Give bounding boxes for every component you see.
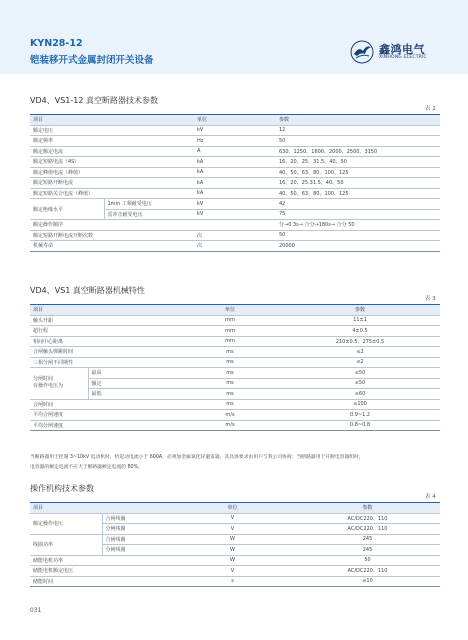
cell: 4±0.5 [280,326,440,337]
header-cell: 参数 [276,115,440,126]
cell: 最高 [88,368,180,379]
product-subtitle: 铠装移开式金属封闭开关设备 [30,55,154,66]
product-model: KYN28-12 [30,38,83,49]
table-row [30,178,440,189]
cell: 0.9~1.2 [280,410,440,421]
cell: ≤60 [280,389,440,400]
group-label-cell: 线圈功率 [30,534,102,555]
cell: 平均分闸速度 [30,420,180,431]
cell: 额定额定电流 [30,146,194,157]
cell: ms [180,399,280,410]
cell: 合闸触头弹跳时间 [30,347,180,358]
cell: 合闸线圈 [102,513,170,524]
cell: 额定 [88,378,180,389]
cell: 额定短路开断电流 [30,178,194,189]
table4-number: 表 4 [425,494,436,500]
table-row [30,368,440,379]
cell: 分闸线圈 [102,524,170,535]
cell: kA [194,167,276,178]
cell: ≤10 [295,576,440,587]
cell: 相间中心距离 [30,336,180,347]
cell: mm [180,315,280,326]
cell: 额定电压 [30,125,194,136]
table2-number: 表 2 [425,106,436,112]
cell: ≤50 [280,378,440,389]
table-row [30,378,440,389]
cell: AC/DC220、110 [295,524,440,535]
cell: ms [180,347,280,358]
cell: 储能时间 [30,576,170,587]
table-row [30,534,440,545]
cell: ms [180,378,280,389]
cell: W [170,534,295,545]
group-label-cell: 额定绝缘水平 [30,199,104,220]
cell: 平均合闸速度 [30,410,180,421]
cell: 40、50、63、80、100、125 [276,188,440,199]
table-header-row [30,115,440,126]
cell: kV [194,209,276,220]
table-row [30,146,440,157]
table-row [30,199,440,210]
table-row [30,389,440,400]
cell: 合闸线圈 [102,534,170,545]
cell: 额定短路电流（4S） [30,157,194,168]
table-row [30,167,440,178]
cell: 储能电机额定电压 [30,566,170,577]
table3 [30,304,440,431]
cell: V [170,513,295,524]
table-row [30,410,440,421]
note-line: 电容器的额定电流不应大于断路器额定电流的 80%。 [30,464,143,470]
cell: kA [194,188,276,199]
cell: 16、20、25、31.5、40、50 [276,157,440,168]
cell: 额定频率 [30,136,194,147]
header-cell: 参数 [295,503,440,514]
cell: A [194,146,276,157]
bird-logo-icon [350,40,374,64]
cell: ≤50 [280,368,440,379]
header-cell: 单位 [170,503,295,514]
cell: m/s [180,420,280,431]
table-row [30,125,440,136]
table-row [30,315,440,326]
cell: 分闸线圈 [102,545,170,556]
header-cell: 参数 [280,305,440,316]
group-label-cell [30,368,88,400]
cell: 210±0.5、275±0.5 [280,336,440,347]
table-row [30,566,440,577]
cell: 12 [276,125,440,136]
cell: 额定操作顺序 [30,220,194,231]
cell: 雷冲击耐受电压 [104,209,194,220]
cell: m/s [180,410,280,421]
cell: ≤100 [280,399,440,410]
cell: 40、50、63、80、100、125 [276,167,440,178]
cell: ≤2 [280,347,440,358]
cell: 630、1250、1600、2000、2500、3150 [276,146,440,157]
table-row [30,230,440,241]
cell: V [170,524,295,535]
cell: mm [180,326,280,337]
cell: 储能电机功率 [30,555,170,566]
group-label-line: 有操作电压为 [33,383,64,390]
cell: 75 [276,209,440,220]
table-row [30,420,440,431]
cell: 245 [295,534,440,545]
header-cell: 单位 [194,115,276,126]
cell: 超行程 [30,326,180,337]
cell: ≤2 [280,357,440,368]
brand-name-en: XINHONG ELECTRIC [379,55,427,60]
table-row [30,357,440,368]
cell: 16、20、25.31.5、40、50 [276,178,440,189]
page-number: 031 [30,607,42,614]
table-row [30,555,440,566]
table4 [30,502,440,587]
cell: ms [180,368,280,379]
cell: 42 [276,199,440,210]
table-row [30,347,440,358]
table-row [30,513,440,524]
cell: 20000 [276,241,440,252]
cell: W [170,545,295,556]
cell: AC/DC220、110 [295,513,440,524]
cell: s [170,576,295,587]
table-row [30,326,440,337]
cell: Hz [194,136,276,147]
table-row [30,336,440,347]
cell: 0.8~0.8 [280,420,440,431]
table2-title: VD4、VS1-12 真空断路器技术参数 [30,96,158,105]
cell: 三相分闸不同期性 [30,357,180,368]
note-line: 当断路器用于控制 3~10kV 电动机时，机起动电流小于 600A，必须加金属氧化锌避雷器，其具体要求由用户与我公司协商；当断路器用于开断电容器组时， [30,455,364,460]
cell: 额定短路开断电流开断次数 [30,230,194,241]
cell: 50 [276,230,440,241]
cell: 机械寿命 [30,241,194,252]
cell: W [170,555,295,566]
page-header [0,0,468,74]
table-header-row [30,305,440,316]
cell: AC/DC220、110 [295,566,440,577]
table2 [30,114,440,252]
group-label-line: 分闸时间 [33,376,54,383]
cell: 次 [194,230,276,241]
table4-title: 操作机构技术参数 [30,484,94,493]
cell: 最低 [88,389,180,400]
brand-name-cn: 鑫鸿电气 [379,43,425,56]
cell: 次 [194,241,276,252]
table3-title: VD4、VS1 真空断路器机械特性 [30,286,145,295]
header-cell: 项目 [30,503,170,514]
cell: kA [194,157,276,168]
table-row [30,220,440,231]
table-row [30,136,440,147]
cell: kA [194,178,276,189]
table-row [30,399,440,410]
header-cell: 单位 [180,305,280,316]
table-row [30,241,440,252]
cell: 额定峰值电流（峰值） [30,167,194,178]
table-header-row [30,503,440,514]
cell: 合闸时间 [30,399,180,410]
cell: V [170,566,295,577]
header-cell: 项目 [30,305,180,316]
cell: 50 [295,555,440,566]
cell [194,220,276,231]
cell: 11±1 [280,315,440,326]
table-row [30,157,440,168]
cell: 分→0.3s→ 合分→180s→ 合分 50 [276,220,440,231]
table3-number: 表 3 [425,296,436,302]
brand-logo [350,40,455,64]
cell: 50 [276,136,440,147]
cell: 触头开距 [30,315,180,326]
cell: kV [194,125,276,136]
cell: 1min 工频耐受电压 [104,199,194,210]
group-label-cell: 额定操作电压 [30,513,102,534]
cell: mm [180,336,280,347]
table3-note [30,453,440,472]
table-row [30,576,440,587]
cell: 额定短路关合电流（峰值） [30,188,194,199]
cell: ms [180,389,280,400]
table-row [30,188,440,199]
cell: 245 [295,545,440,556]
header-cell: 项目 [30,115,194,126]
cell: kV [194,199,276,210]
cell: ms [180,357,280,368]
